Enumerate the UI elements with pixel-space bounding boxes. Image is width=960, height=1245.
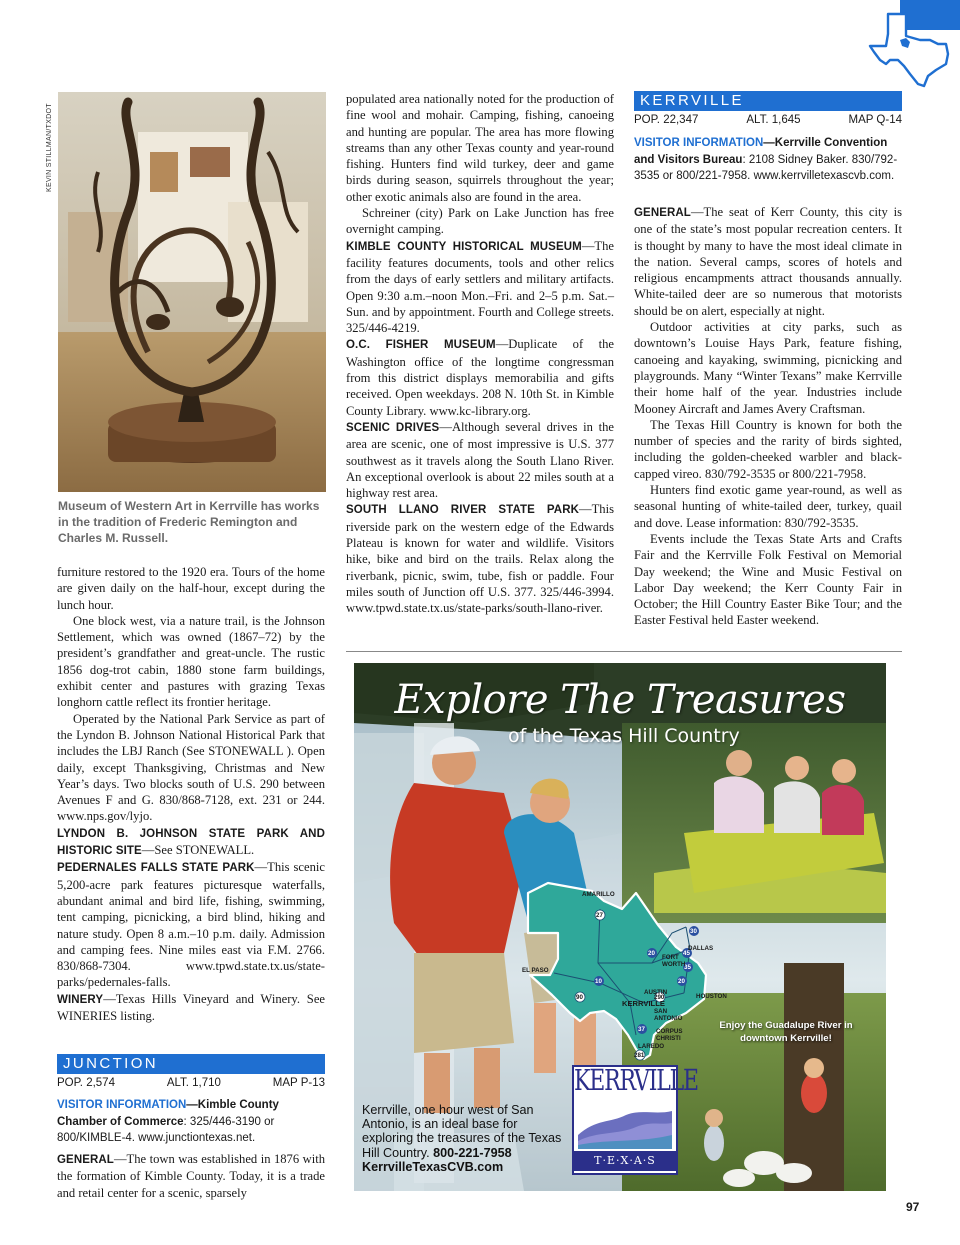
map-city-austin: AUSTIN: [644, 989, 668, 996]
junction-stats: [57, 1077, 325, 1089]
column-1-text: [57, 564, 325, 1024]
listing-scenic-drives: [346, 419, 614, 501]
sculpture-photo: [58, 92, 326, 492]
highway-37-label: 37: [638, 1026, 645, 1033]
visitor-bureau-name: —Kimble County Chamber of Commerce: [57, 1099, 279, 1128]
visitor-info-heading: VISITOR INFORMATION: [57, 1099, 187, 1111]
visitor-bureau-name: —Kerrville Convention and Visitors Bureau: [634, 137, 888, 166]
map-city-san-antonio: SAN ANTONIO: [654, 1008, 683, 1022]
ad-phone[interactable]: 800-221-7958: [433, 1145, 512, 1160]
ad-river-callout: Enjoy the Guadalupe River in downtown Kerrville!: [719, 1020, 853, 1044]
ad-url-link[interactable]: KerrvilleTexasCVB.com: [362, 1159, 504, 1174]
map-city-laredo: LAREDO: [638, 1043, 665, 1050]
kerrville-visitor-info: [634, 135, 902, 185]
highway-281-label: 281: [634, 1052, 645, 1059]
listing-heading: O.C. FISHER MUSEUM: [346, 339, 496, 352]
paragraph: populated area nationally noted for the production of fine wool and mohair. Camping, fishing, canoeing and hunting are popular. The area has more flowing streams than any other Texas county and year-round fishing. Hunters find wild turkey, deer and game birds during season, squirrels throughout the year; other exotic animals also are found in the area.: [346, 92, 614, 204]
map-city-houston: HOUSTON: [696, 993, 727, 1000]
map-city-el-paso: EL PASO: [522, 967, 549, 974]
population: POP. 22,347: [634, 114, 699, 126]
map-city-amarillo: AMARILLO: [582, 891, 615, 898]
listing-heading: PEDERNALES FALLS STATE PARK: [57, 862, 255, 875]
logo-state-label: T·E·X·A·S: [574, 1151, 676, 1171]
highway-35-label: 35: [684, 964, 691, 971]
listing-pedernales-falls: [57, 859, 325, 990]
listing-fisher-museum: [346, 336, 614, 418]
general-heading: GENERAL: [57, 1154, 114, 1166]
highway-90-label: 90: [576, 994, 583, 1001]
map-city-fort-worth: FORT WORTH: [662, 954, 686, 968]
listing-heading: KIMBLE COUNTY HISTORICAL MUSEUM: [346, 240, 582, 253]
photo-caption: Museum of Western Art in Kerrville has works in the tradition of Frederic Remington and Charles M. Russell.: [58, 499, 320, 545]
general-heading: GENERAL: [634, 207, 691, 219]
map-city-corpus-christi: CORPUS CHRISTI: [656, 1028, 683, 1042]
paragraph: Outdoor activities at city parks, such as downtown’s Louise Hays Park, feature fishing, canoeing and kayaking, swimming, picnicking and playgrounds. Many “Winter Texans” make Kerrville their home half of the year. Industries include Mooney Aircraft and James Avery Craftsman.: [634, 320, 902, 416]
general-text: —The town was established in 1876 with the formation of Kimble County. Today, it is a trade and retail center for a scenic, sparsely: [57, 1152, 325, 1200]
population: POP. 2,574: [57, 1077, 115, 1089]
paragraph: Events include the Texas State Arts and Crafts Fair and the Kerrville Folk Festival on Memorial Day weekend; the Wine and Music Festival on Labor Day weekend; the Kerr County Fair in October; the Hill Country Easter Bike Tour; and the Easter Festival held Easter weekend.: [634, 531, 902, 628]
listing-heading: WINERY: [57, 993, 104, 1006]
listing-south-llano: [346, 501, 614, 616]
listing-text: —See STONEWALL.: [141, 843, 255, 858]
paragraph: The Texas Hill Country is known for both the number of species and the rarity of birds sighted, including the golden-cheeked warbler and black-capped vireo. 830/792-3535 or 800/221-7958.: [634, 417, 902, 481]
kerrville-stats: [634, 114, 902, 126]
listing-lbj-state-park: [57, 825, 325, 860]
ad-copy-text: Kerrville, one hour west of San Antonio, is an ideal base for exploring the treasures of the Texas Hill Country.: [362, 1103, 562, 1160]
highway-290-label: 290: [654, 994, 665, 1001]
logo-wordmark: KERRVILLE: [574, 1065, 698, 1098]
photo-credit: KEVIN STILLMAN/TXDOT: [46, 103, 53, 192]
listing-heading: SCENIC DRIVES: [346, 421, 440, 434]
highway-20b-label: 20: [678, 978, 685, 985]
highway-30-label: 30: [690, 928, 697, 935]
logo-hills-icon: [578, 1105, 672, 1149]
kerrville-logo: [572, 1065, 698, 1175]
junction-visitor-info: [57, 1097, 325, 1147]
divider-rule: [346, 651, 902, 652]
kerrville-advertisement: [354, 663, 886, 1191]
listing-text: —This riverside park on the western edge of the Edwards Plateau is known for water and wildlife. Visitors hike, bike and bird on the trails. Relax along the riverbank, picnic, swim, tube, fish or paddle. Four miles south of Junction off U.S. 377. 325/446-3994. www.tpwd.state.tx.us/state-parks/south-llano-river.: [346, 502, 614, 616]
general-text: —The seat of Kerr County, this city is one of the state’s most popular recreation centers. It is thought by many to have the most ideal climate in the nation. Several camps, scores of hotels and religious encampments attract thousands annually. White-tailed deer are so numerous that motorists should be on alert, especially at night.: [634, 205, 902, 318]
ad-headline: Explore The Treasures: [394, 677, 846, 723]
visitor-contact: : 2108 Sidney Baker. 830/792-3535 or 800/221-7958. www.kerrvilletexascvb.com.: [634, 153, 898, 182]
texas-outline-icon: [866, 10, 956, 88]
highway-10-label: 10: [595, 978, 602, 985]
map-city-kerrville: KERRVILLE: [622, 999, 665, 1008]
highway-27-label: 27: [596, 912, 603, 919]
visitor-contact: : 325/446-3190 or 800/KIMBLE-4. www.junctiontexas.net.: [57, 1115, 275, 1144]
listing-winery: [57, 991, 325, 1025]
paragraph: One block west, via a nature trail, is the Johnson Settlement, which was owned (1867–72) by the president’s grandfather and great-uncle. The rustic 1856 dog-trot cabin, 1880 stone farm buildings, exhibit center and pastures with grazing Texas longhorn cattle reflect its frontier heritage.: [57, 613, 325, 710]
paragraph: Schreiner (city) Park on Lake Junction has free overnight camping.: [346, 206, 614, 237]
map-reference: MAP P-13: [272, 1077, 325, 1089]
listing-heading: SOUTH LLANO RIVER STATE PARK: [346, 504, 580, 517]
page-number: 97: [906, 1200, 920, 1214]
listing-heading: LYNDON B. JOHNSON STATE PARK AND HISTORIC SITE: [57, 827, 325, 858]
listing-text: —Duplicate of the Washington office of the longtime congressman from this district displays memorabilia and gifts received. Open weekdays. 208 N. 10th St. in Kimble County Library. www.kc-library.org.: [346, 337, 614, 418]
column-2-text: [346, 91, 614, 617]
altitude: ALT. 1,645: [746, 114, 801, 126]
listing-kimble-museum: [346, 238, 614, 337]
paragraph: furniture restored to the 1920 era. Tours of the home are given daily on the half-hour, except during the lunch hour.: [57, 565, 325, 612]
map-city-dallas: DALLAS: [688, 945, 714, 952]
listing-text: —Texas Hills Vineyard and Winery. See WINERIES listing.: [57, 991, 325, 1024]
listing-text: —This scenic 5,200-acre park features picturesque waterfalls, abundant animal and bird life, fishing, swimming, tent camping, picnicking, a bird blind, hiking and nature study. Open 8 a.m.–10 p.m. daily. Admission and camping fees. Nine miles east via F.M. 2766. 830/868-7304. www.tpwd.state.tx.us/state-parks/pedernales-falls.: [57, 860, 325, 990]
junction-general: [57, 1151, 325, 1201]
highway-45-label: 45: [683, 950, 690, 957]
visitor-info-heading: VISITOR INFORMATION: [634, 137, 764, 149]
ad-copy: [362, 1103, 572, 1174]
altitude: ALT. 1,710: [166, 1077, 221, 1089]
listing-text: —Although several drives in the area are scenic, one of most impressive is U.S. 377 southwest as it travels along the South Llano River. An exceptional overlook is about 22 miles south at a highway rest area.: [346, 419, 615, 501]
paragraph: Operated by the National Park Service as part of the Lyndon B. Johnson National Historical Park that includes the LBJ Ranch (See STONEWALL ). Open daily, except Thanksgiving, Christmas and New Year’s days. Two blocks south of U.S. 290 between Avenues F and G. 830/868-7128, ext. 231 or 244. www.nps.gov/lyjo.: [57, 711, 325, 824]
ad-subhead: of the Texas Hill Country: [508, 725, 740, 747]
paragraph: Hunters find exotic game year-round, as well as seasonal hunting of white-tailed deer, turkey, quail and dove. Lease information: 830/792-3535.: [634, 483, 902, 530]
listing-text: —The facility features documents, tools and other relics from the days of early settlers and military artifacts. Open 9:30 a.m.–noon Mon.–Fri. and 2–5 p.m. Sat.–Sun. and by appointment. Fourth and College streets. 325/446-4219.: [346, 238, 614, 336]
map-reference: MAP Q-14: [848, 114, 902, 126]
highway-20-label: 20: [648, 950, 655, 957]
column-3-text: [634, 204, 902, 629]
junction-section-bar: JUNCTION: [57, 1054, 325, 1074]
kerrville-section-bar: KERRVILLE: [634, 91, 902, 111]
